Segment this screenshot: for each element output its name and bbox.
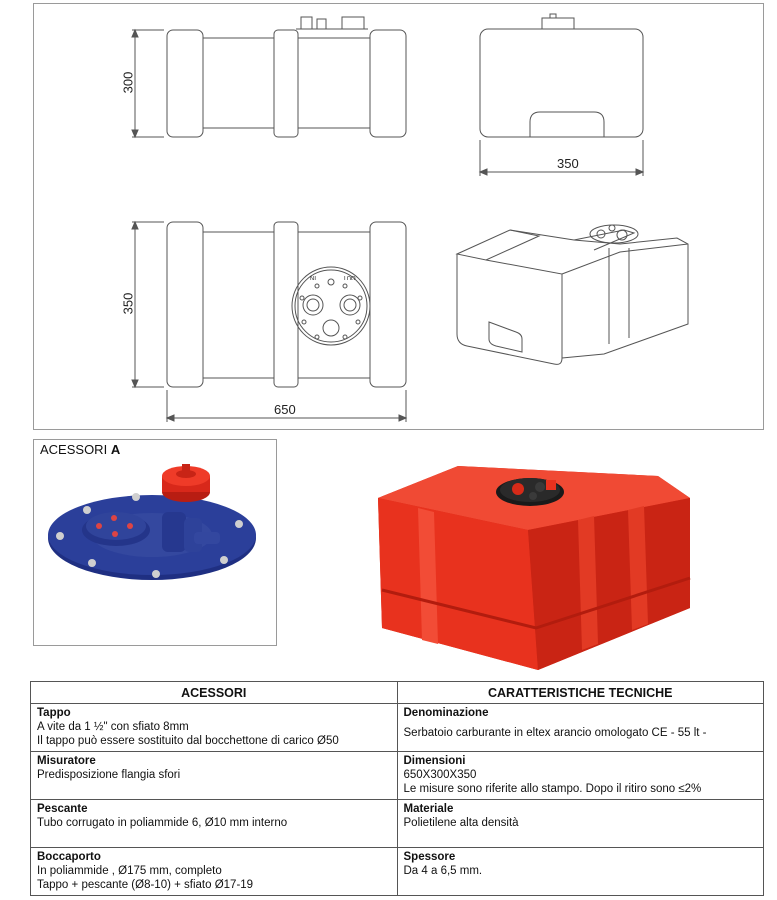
cell-boccaporto [31,848,398,896]
table-row [31,848,764,896]
table-header-row [31,682,764,704]
cell-line: In poliammide , Ø175 mm, completo [37,865,222,877]
cell-line: Polietilene alta densità [403,817,519,829]
table-row [31,800,764,848]
cell-tappo [31,704,398,752]
cell-title: Spessore [403,851,456,863]
front-view [132,17,406,137]
header-accessories: ACESSORI [31,682,398,704]
table-row [31,704,764,752]
cell-line: A vite da 1 ½" con sfiato 8mm [37,721,189,733]
cell-title: Tappo [37,707,71,719]
cell-line: Le misure sono riferite allo stampo. Dopo il ritiro sono ≤2% [403,783,702,795]
accessories-title-suffix: A [110,442,121,457]
label-out: OUT [343,274,356,280]
flange-photo [34,440,278,647]
spec-table [30,681,764,896]
dim-depth-side: 350 [557,156,579,171]
cell-title: Dimensioni [403,755,466,767]
table-row [31,752,764,800]
cell-line: Tappo + pescante (Ø8-10) + sfiato Ø17-19 [37,879,254,891]
side-view [480,14,643,176]
cell-spessore [397,848,764,896]
cell-line: Serbatoio carburante in eltex arancio omologato CE - 55 lt - [403,727,707,739]
cell-materiale [397,800,764,848]
cell-line: Predisposizione flangia sfori [37,769,181,781]
cell-title: Misuratore [37,755,96,767]
isometric-view [457,225,688,364]
label-in: IN [310,274,316,280]
dim-depth-front: 350 [120,292,136,315]
accessories-title-prefix: ACESSORI [40,442,108,457]
technical-drawing [33,3,764,430]
header-tech-specs: CARATTERISTICHE TECNICHE [397,682,764,704]
cell-line: Tubo corrugato in poliammide 6, Ø10 mm interno [37,817,288,829]
cell-line: 650X300X350 [403,769,477,781]
dim-height: 300 [120,71,136,94]
cell-title: Pescante [37,803,88,815]
top-view [132,222,406,422]
dim-length: 650 [274,402,296,417]
cell-dimensioni [397,752,764,800]
cell-misuratore [31,752,398,800]
cell-title: Denominazione [403,707,489,719]
tank-drawing-svg [34,4,765,431]
cell-title: Boccaporto [37,851,101,863]
cell-denominazione [397,704,764,752]
cell-line: Da 4 a 6,5 mm. [403,865,483,877]
cell-pescante [31,800,398,848]
cell-title: Materiale [403,803,454,815]
accessories-panel [33,439,277,646]
tank-photo [368,458,698,678]
cell-line: Il tappo può essere sostituito dal bocchettone di carico Ø50 [37,735,339,747]
